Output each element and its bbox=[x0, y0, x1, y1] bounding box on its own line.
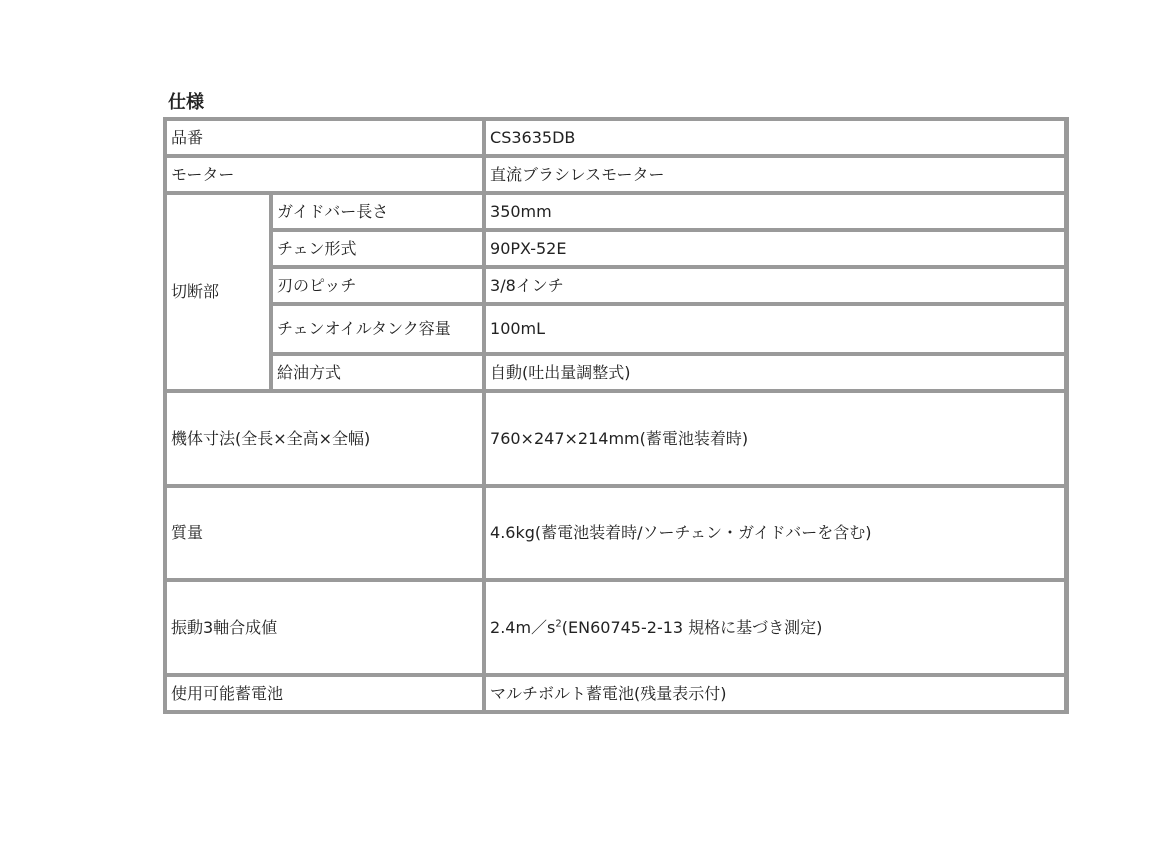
table-row bbox=[165, 486, 1066, 580]
squared-superscript: 2 bbox=[555, 618, 562, 630]
value-cell: 100mL bbox=[484, 304, 1066, 354]
label-cell: 機体寸法(全長×全高×全幅) bbox=[165, 391, 484, 486]
value-cell: 760×247×214mm(蓄電池装着時) bbox=[484, 391, 1066, 486]
value-cell: 90PX-52E bbox=[484, 230, 1066, 267]
value-cell: 直流ブラシレスモーター bbox=[484, 156, 1066, 193]
value-cell: 4.6kg(蓄電池装着時/ソーチェン・ガイドバーを含む) bbox=[484, 486, 1066, 580]
table-row bbox=[165, 156, 1066, 193]
table-row bbox=[165, 230, 1066, 267]
value-cell: 自動(吐出量調整式) bbox=[484, 354, 1066, 391]
label-cell: 振動3軸合成値 bbox=[165, 580, 484, 675]
value-cell: 350mm bbox=[484, 193, 1066, 230]
table-row bbox=[165, 119, 1066, 156]
vibration-standard: (EN60745-2-13 規格に基づき測定) bbox=[561, 617, 823, 637]
value-cell: 3/8インチ bbox=[484, 267, 1066, 304]
table-row bbox=[165, 193, 1066, 230]
value-cell: マルチボルト蓄電池(残量表示付) bbox=[484, 675, 1066, 712]
table-row bbox=[165, 304, 1066, 354]
table-row bbox=[165, 391, 1066, 486]
label-cell: モーター bbox=[165, 156, 484, 193]
label-cell: 品番 bbox=[165, 119, 484, 156]
label-cell: 質量 bbox=[165, 486, 484, 580]
label-cell: 使用可能蓄電池 bbox=[165, 675, 484, 712]
table-row bbox=[165, 675, 1066, 712]
table-row bbox=[165, 580, 1066, 675]
sub-label-cell: 刃のピッチ bbox=[271, 267, 484, 304]
sub-label-cell: 給油方式 bbox=[271, 354, 484, 391]
spec-heading: 仕様 bbox=[168, 92, 204, 113]
sub-label-cell: チェン形式 bbox=[271, 230, 484, 267]
sub-label-cell: チェンオイルタンク容量 bbox=[271, 304, 484, 354]
value-cell: CS3635DB bbox=[484, 119, 1066, 156]
vibration-value: 2.4m／s bbox=[490, 617, 556, 637]
sub-label-cell: ガイドバー長さ bbox=[271, 193, 484, 230]
table-row bbox=[165, 354, 1066, 391]
spec-table bbox=[163, 117, 1069, 714]
table-row bbox=[165, 267, 1066, 304]
value-cell bbox=[484, 580, 1066, 675]
group-label-cell: 切断部 bbox=[165, 193, 271, 391]
